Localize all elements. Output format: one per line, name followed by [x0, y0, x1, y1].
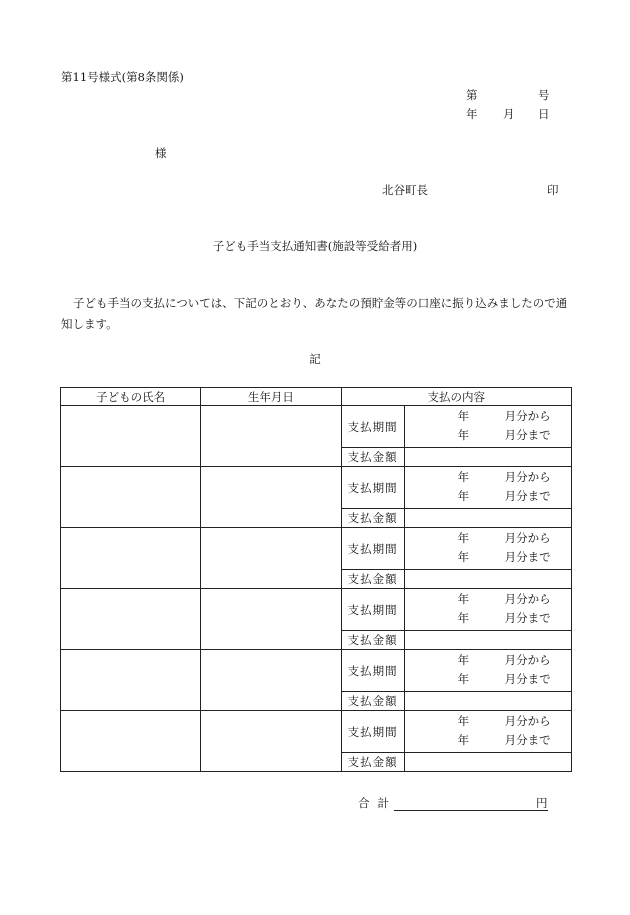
payment-period-cell[interactable] — [404, 406, 571, 448]
payment-period-label: 支払期間 — [341, 711, 404, 753]
total-amount-line[interactable] — [394, 810, 548, 811]
period-from-line — [405, 408, 571, 426]
period-from-month: 月分から — [504, 470, 551, 484]
birth-date-cell[interactable] — [201, 528, 341, 589]
payment-period-cell[interactable] — [404, 650, 571, 692]
payment-period-label: 支払期間 — [341, 650, 404, 692]
period-from-year: 年 — [457, 409, 470, 423]
period-from-line — [405, 713, 571, 731]
birth-date-cell[interactable] — [201, 711, 341, 772]
period-to-year: 年 — [457, 733, 470, 747]
payment-period-cell[interactable] — [404, 711, 571, 753]
period-to-year: 年 — [457, 611, 470, 625]
period-from-year: 年 — [457, 592, 470, 606]
payment-amount-cell[interactable] — [404, 753, 571, 772]
period-to-month: 月分まで — [504, 611, 551, 625]
form-number: 第11号様式(第8条関係) — [61, 70, 184, 84]
birth-date-cell[interactable] — [201, 467, 341, 528]
period-to-year: 年 — [457, 428, 470, 442]
period-to-line — [405, 427, 571, 445]
period-to-year: 年 — [457, 672, 470, 686]
payment-period-label: 支払期間 — [341, 528, 404, 570]
period-from-month: 月分から — [504, 714, 551, 728]
payment-period-label: 支払期間 — [341, 467, 404, 509]
period-from-month: 月分から — [504, 653, 551, 667]
payment-amount-label: 支払金額 — [341, 631, 404, 650]
addressee-suffix: 様 — [155, 146, 167, 160]
payment-period-cell[interactable] — [404, 589, 571, 631]
birth-date-cell[interactable] — [201, 650, 341, 711]
payment-amount-cell[interactable] — [404, 448, 571, 467]
document-title: 子ども手当支払通知書(施設等受給者用) — [212, 239, 418, 253]
doc-number-suffix: 号 — [538, 88, 550, 102]
period-from-year: 年 — [457, 470, 470, 484]
payment-period-label: 支払期間 — [341, 589, 404, 631]
payment-period-label: 支払期間 — [341, 406, 404, 448]
record-period-row — [61, 467, 572, 509]
record-period-row — [61, 589, 572, 631]
issuer-seal: 印 — [547, 183, 559, 197]
table-header-row — [61, 388, 572, 406]
payment-amount-label: 支払金額 — [341, 692, 404, 711]
child-name-cell[interactable] — [61, 711, 201, 772]
payment-amount-label: 支払金額 — [341, 570, 404, 589]
payment-amount-cell[interactable] — [404, 631, 571, 650]
child-name-cell[interactable] — [61, 589, 201, 650]
birth-date-cell[interactable] — [201, 589, 341, 650]
total-yen: 円 — [536, 796, 548, 810]
total-label: 合計 — [358, 796, 397, 810]
date-day: 日 — [538, 107, 550, 121]
child-name-cell[interactable] — [61, 528, 201, 589]
header-birth-date: 生年月日 — [201, 388, 341, 406]
period-from-month: 月分から — [504, 592, 551, 606]
payment-amount-label: 支払金額 — [341, 753, 404, 772]
body-text: 子ども手当の支払については、下記のとおり、あなたの預貯金等の口座に振り込みましたので通知します。 — [61, 296, 568, 331]
period-to-line — [405, 732, 571, 750]
period-from-line — [405, 469, 571, 487]
period-from-line — [405, 530, 571, 548]
record-period-row — [61, 406, 572, 448]
birth-date-cell[interactable] — [201, 406, 341, 467]
payment-amount-cell[interactable] — [404, 692, 571, 711]
doc-number-prefix: 第 — [466, 88, 478, 102]
period-from-year: 年 — [457, 531, 470, 545]
total-row — [358, 795, 550, 813]
child-name-cell[interactable] — [61, 467, 201, 528]
period-from-month: 月分から — [504, 531, 551, 545]
period-to-month: 月分まで — [504, 489, 551, 503]
record-period-row — [61, 711, 572, 753]
period-from-year: 年 — [457, 653, 470, 667]
period-from-year: 年 — [457, 714, 470, 728]
period-to-line — [405, 549, 571, 567]
period-from-line — [405, 652, 571, 670]
header-payment-details: 支払の内容 — [341, 388, 571, 406]
header-child-name: 子どもの氏名 — [61, 388, 201, 406]
payment-table — [60, 387, 572, 772]
period-to-month: 月分まで — [504, 550, 551, 564]
child-name-cell[interactable] — [61, 650, 201, 711]
date-year: 年 — [466, 107, 478, 121]
payment-amount-label: 支払金額 — [341, 448, 404, 467]
record-period-row — [61, 528, 572, 570]
period-to-line — [405, 610, 571, 628]
payment-period-cell[interactable] — [404, 528, 571, 570]
payment-amount-cell[interactable] — [404, 570, 571, 589]
period-from-month: 月分から — [504, 409, 551, 423]
payment-amount-cell[interactable] — [404, 509, 571, 528]
period-to-line — [405, 488, 571, 506]
ki-label: 記 — [309, 352, 321, 366]
payment-amount-label: 支払金額 — [341, 509, 404, 528]
record-period-row — [61, 650, 572, 692]
period-to-month: 月分まで — [504, 428, 551, 442]
date-month: 月 — [503, 107, 515, 121]
period-to-month: 月分まで — [504, 733, 551, 747]
period-to-year: 年 — [457, 489, 470, 503]
child-name-cell[interactable] — [61, 406, 201, 467]
period-to-line — [405, 671, 571, 689]
period-from-line — [405, 591, 571, 609]
period-to-year: 年 — [457, 550, 470, 564]
table-body — [61, 406, 572, 772]
payment-period-cell[interactable] — [404, 467, 571, 509]
issuer-title: 北谷町長 — [382, 183, 428, 197]
period-to-month: 月分まで — [504, 672, 551, 686]
